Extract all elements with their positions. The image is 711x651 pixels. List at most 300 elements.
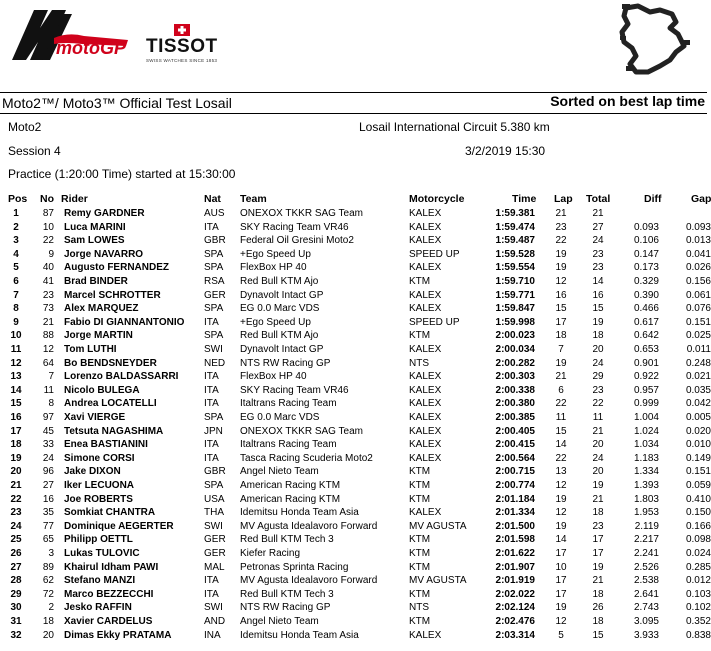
- cell-time: 2:00.774: [495, 480, 535, 491]
- cell-team: SKY Racing Team VR46: [240, 384, 349, 396]
- cell-diff: 3.095: [633, 616, 659, 627]
- cell-total: 21: [592, 493, 604, 505]
- cell-gap: 0.248: [685, 357, 711, 369]
- cell-lap: 19: [555, 520, 567, 532]
- cell-moto: KTM: [409, 276, 431, 287]
- cell-total: 18: [592, 588, 604, 600]
- cell-diff: 0.329: [633, 276, 659, 287]
- cell-time: 1:59.847: [495, 303, 535, 315]
- cell-team: Kiefer Racing: [240, 548, 301, 559]
- cell-time: 2:01.919: [495, 575, 535, 587]
- cell-gap: 0.098: [685, 534, 711, 546]
- cell-gap: 0.285: [685, 561, 711, 573]
- cell-team: FlexBox HP 40: [240, 262, 307, 274]
- cell-lap: 21: [555, 208, 567, 219]
- table-row: [0, 561, 711, 575]
- cell-lap: 13: [555, 466, 567, 478]
- cell-diff: 2.217: [633, 534, 659, 546]
- cell-time: 2:00.564: [495, 452, 535, 464]
- cell-no: 16: [42, 493, 54, 505]
- cell-moto: KALEX: [409, 398, 442, 410]
- cell-nat: JPN: [204, 425, 223, 437]
- cell-no: 27: [42, 480, 54, 491]
- cell-pos: 28: [10, 575, 22, 587]
- cell-moto: KALEX: [409, 507, 442, 519]
- cell-total: 24: [592, 357, 604, 369]
- cell-diff: 2.241: [633, 548, 659, 559]
- cell-nat: ITA: [204, 316, 219, 328]
- cell-pos: 7: [13, 289, 19, 301]
- cell-team: Dynavolt Intact GP: [240, 344, 324, 355]
- cell-gap: 0.035: [685, 384, 711, 396]
- cell-nat: MAL: [204, 561, 225, 573]
- cell-team: NTS RW Racing GP: [240, 357, 331, 369]
- cell-time: 2:03.314: [495, 629, 535, 641]
- cell-lap: 5: [558, 629, 564, 641]
- cell-rider: Jesko RAFFIN: [64, 602, 132, 614]
- cell-time: 1:59.487: [495, 235, 535, 247]
- cell-no: 18: [42, 616, 54, 627]
- cell-no: 11: [43, 384, 54, 396]
- cell-pos: 13: [10, 371, 22, 383]
- motogp-logo: [8, 6, 140, 70]
- cell-no: 64: [42, 357, 54, 369]
- cell-nat: ITA: [204, 398, 219, 410]
- cell-lap: 12: [555, 276, 567, 287]
- cell-time: 1:59.474: [495, 221, 535, 233]
- cell-lap: 19: [555, 262, 567, 274]
- cell-lap: 21: [555, 371, 567, 383]
- cell-moto: KTM: [409, 480, 431, 491]
- cell-rider: Sam LOWES: [64, 235, 125, 247]
- cell-gap: 0.026: [685, 262, 711, 274]
- cell-no: 2: [48, 602, 54, 614]
- cell-lap: 6: [558, 384, 564, 396]
- cell-pos: 22: [10, 493, 22, 505]
- cell-diff: 2.526: [633, 561, 659, 573]
- cell-gap: 0.041: [685, 248, 711, 260]
- cell-gap: 0.093: [685, 221, 711, 233]
- cell-total: 23: [592, 520, 604, 532]
- cell-diff: 0.106: [633, 235, 659, 247]
- cell-gap: 0.059: [685, 480, 711, 491]
- cell-time: 2:00.034: [495, 344, 535, 355]
- cell-no: 89: [42, 561, 54, 573]
- cell-time: 2:00.282: [495, 357, 535, 369]
- cell-lap: 15: [555, 303, 567, 315]
- cell-time: 2:01.334: [495, 507, 535, 519]
- cell-team: Dynavolt Intact GP: [240, 289, 324, 301]
- cell-nat: GBR: [204, 466, 226, 478]
- cell-lap: 12: [555, 480, 567, 491]
- cell-rider: Stefano MANZI: [64, 575, 136, 587]
- table-row: [0, 302, 711, 316]
- cell-moto: NTS: [409, 357, 429, 369]
- cell-diff: 0.147: [633, 248, 659, 260]
- cell-team: ONEXOX TKKR SAG Team: [240, 208, 364, 219]
- cell-nat: GER: [204, 534, 226, 546]
- cell-pos: 30: [10, 602, 22, 614]
- cell-moto: MV AGUSTA: [409, 520, 467, 532]
- cell-pos: 10: [10, 330, 22, 342]
- cell-moto: SPEED UP: [409, 248, 460, 260]
- table-row: [0, 343, 711, 357]
- cell-rider: Alex MARQUEZ: [64, 303, 139, 315]
- table-row: [0, 289, 711, 303]
- practice-info: Practice (1:20:00 Time) started at 15:30:00: [8, 167, 236, 181]
- cell-nat: GBR: [204, 235, 226, 247]
- table-row: [0, 234, 711, 248]
- tissot-logo: [140, 24, 226, 64]
- cell-time: 1:59.998: [495, 316, 535, 328]
- session-date: 3/2/2019 15:30: [465, 144, 546, 158]
- cell-nat: INA: [204, 629, 221, 641]
- cell-diff: 0.922: [633, 371, 659, 383]
- col-gap: Gap: [691, 193, 711, 205]
- table-row: [0, 615, 711, 629]
- cell-nat: SPA: [204, 248, 224, 260]
- cell-time: 1:59.771: [495, 289, 535, 301]
- cell-pos: 21: [10, 480, 22, 491]
- cell-pos: 23: [10, 507, 22, 519]
- cell-team: Idemitsu Honda Team Asia: [240, 629, 359, 641]
- cell-diff: 1.393: [633, 480, 659, 491]
- cell-time: 2:00.380: [495, 398, 535, 410]
- cell-nat: ITA: [204, 371, 219, 383]
- cell-team: FlexBox HP 40: [240, 371, 307, 383]
- cell-pos: 12: [10, 357, 22, 369]
- cell-nat: GER: [204, 548, 226, 559]
- cell-nat: AND: [204, 616, 226, 627]
- cell-pos: 26: [10, 548, 22, 559]
- cell-total: 18: [592, 330, 604, 342]
- cell-total: 22: [592, 398, 604, 410]
- cell-lap: 10: [555, 561, 567, 573]
- cell-diff: 0.390: [633, 289, 659, 301]
- cell-gap: 0.156: [685, 276, 711, 287]
- cell-nat: SPA: [204, 412, 224, 423]
- cell-moto: KTM: [409, 588, 431, 600]
- cell-time: 2:01.598: [495, 534, 535, 546]
- cell-team: Italtrans Racing Team: [240, 398, 337, 410]
- cell-moto: KTM: [409, 330, 431, 342]
- cell-moto: KTM: [409, 534, 431, 546]
- event-title: Moto2™/ Moto3™ Official Test Losail: [2, 95, 232, 111]
- cell-moto: KALEX: [409, 235, 442, 247]
- cell-team: Angel Nieto Team: [240, 466, 319, 478]
- cell-pos: 14: [10, 384, 22, 396]
- cell-lap: 17: [555, 316, 567, 328]
- motogp-logo-text: motoGP: [56, 38, 126, 58]
- col-lap: Lap: [554, 193, 573, 205]
- table-row: [0, 452, 711, 466]
- table-row: [0, 588, 711, 602]
- cell-lap: 17: [555, 588, 567, 600]
- cell-pos: 20: [10, 466, 22, 478]
- cell-lap: 15: [555, 425, 567, 437]
- cell-gap: 0.151: [685, 466, 711, 478]
- cell-diff: 2.119: [634, 520, 659, 532]
- cell-pos: 19: [10, 452, 22, 464]
- cell-no: 72: [42, 588, 54, 600]
- cell-gap: 0.076: [685, 303, 711, 315]
- table-row: [0, 275, 711, 289]
- col-motorcycle: Motorcycle: [409, 193, 465, 205]
- cell-nat: SPA: [204, 330, 224, 342]
- cell-total: 21: [592, 208, 604, 219]
- cell-total: 23: [592, 262, 604, 274]
- cell-moto: KALEX: [409, 208, 442, 219]
- cell-no: 7: [48, 371, 54, 383]
- cell-rider: Marcel SCHROTTER: [64, 289, 161, 301]
- cell-nat: THA: [204, 507, 224, 519]
- cell-lap: 23: [555, 221, 567, 233]
- cell-gap: 0.150: [685, 507, 711, 519]
- cell-nat: AUS: [204, 208, 225, 219]
- cell-lap: 11: [555, 412, 567, 423]
- cell-team: Idemitsu Honda Team Asia: [240, 507, 359, 519]
- cell-gap: 0.042: [685, 398, 711, 410]
- cell-total: 20: [592, 466, 604, 478]
- cell-total: 26: [592, 602, 604, 614]
- cell-total: 19: [592, 316, 604, 328]
- cell-total: 19: [592, 561, 604, 573]
- cell-total: 24: [592, 452, 604, 464]
- cell-diff: 2.641: [633, 588, 659, 600]
- cell-lap: 18: [555, 330, 567, 342]
- cell-diff: 3.933: [633, 629, 659, 641]
- cell-no: 73: [42, 303, 54, 315]
- cell-pos: 8: [13, 303, 19, 315]
- table-row: [0, 261, 711, 275]
- cell-total: 16: [592, 289, 604, 301]
- col-time: Time: [512, 193, 537, 205]
- cell-rider: Jake DIXON: [64, 466, 121, 478]
- table-row: [0, 465, 711, 479]
- cell-time: 2:01.907: [495, 561, 535, 573]
- cell-team: Red Bull KTM Tech 3: [240, 588, 334, 600]
- cell-nat: ITA: [204, 452, 219, 464]
- col-no: No: [40, 193, 54, 205]
- table-row: [0, 479, 711, 493]
- cell-time: 2:00.715: [495, 466, 535, 478]
- cell-diff: 1.803: [633, 493, 659, 505]
- cell-rider: Luca MARINI: [64, 221, 126, 233]
- cell-gap: 0.838: [685, 629, 711, 641]
- cell-moto: KTM: [409, 616, 431, 627]
- cell-diff: 1.034: [633, 439, 659, 451]
- cell-lap: 12: [555, 616, 567, 627]
- table-row: [0, 425, 711, 439]
- cell-rider: Xavi VIERGE: [64, 412, 126, 423]
- cell-pos: 15: [10, 398, 22, 410]
- cell-lap: 16: [555, 289, 567, 301]
- cell-nat: ITA: [204, 221, 219, 233]
- cell-rider: Xavier CARDELUS: [64, 616, 153, 627]
- cell-pos: 6: [13, 276, 19, 287]
- cell-lap: 17: [555, 575, 567, 587]
- table-row: [0, 493, 711, 507]
- table-row: [0, 221, 711, 235]
- cell-gap: 0.103: [685, 588, 711, 600]
- cell-diff: 1.183: [633, 452, 659, 464]
- cell-gap: 0.352: [685, 616, 711, 627]
- cell-total: 29: [592, 371, 604, 383]
- cell-gap: 0.102: [685, 602, 711, 614]
- cell-gap: 0.166: [685, 520, 711, 532]
- cell-total: 15: [592, 303, 604, 315]
- cell-moto: KTM: [409, 493, 431, 505]
- cell-no: 41: [42, 276, 54, 287]
- cell-gap: 0.149: [685, 452, 711, 464]
- cell-moto: KALEX: [409, 262, 442, 274]
- cell-moto: KTM: [409, 561, 431, 573]
- cell-total: 18: [592, 507, 604, 519]
- tissot-cross-icon: [174, 24, 190, 36]
- cell-team: American Racing KTM: [240, 493, 341, 505]
- col-total: Total: [586, 193, 611, 205]
- cell-diff: 2.538: [633, 575, 659, 587]
- cell-gap: 0.025: [685, 330, 711, 342]
- class-label: Moto2: [8, 120, 42, 134]
- cell-nat: SPA: [204, 262, 224, 274]
- cell-team: Federal Oil Gresini Moto2: [240, 235, 354, 247]
- cell-time: 2:01.622: [495, 548, 535, 559]
- cell-nat: ITA: [204, 384, 219, 396]
- session-label: Session 4: [8, 144, 61, 158]
- col-team: Team: [240, 193, 267, 205]
- cell-gap: 0.012: [685, 575, 711, 587]
- cell-team: +Ego Speed Up: [240, 248, 311, 260]
- cell-rider: Remy GARDNER: [64, 208, 145, 219]
- cell-pos: 25: [10, 534, 22, 546]
- cell-total: 17: [592, 548, 604, 559]
- cell-moto: KALEX: [409, 384, 442, 396]
- cell-lap: 22: [555, 235, 567, 247]
- cell-pos: 24: [10, 520, 22, 532]
- cell-team: SKY Racing Team VR46: [240, 221, 349, 233]
- cell-nat: SWI: [204, 520, 223, 532]
- cell-lap: 19: [555, 248, 567, 260]
- cell-gap: 0.024: [685, 548, 711, 559]
- cell-team: Italtrans Racing Team: [240, 439, 337, 451]
- cell-no: 20: [42, 629, 54, 641]
- cell-rider: Lukas TULOVIC: [64, 548, 140, 559]
- cell-diff: 0.653: [633, 344, 659, 355]
- cell-nat: GER: [204, 289, 226, 301]
- cell-total: 23: [592, 248, 604, 260]
- cell-diff: 0.999: [633, 398, 659, 410]
- cell-no: 62: [42, 575, 54, 587]
- cell-gap: 0.151: [685, 316, 711, 328]
- cell-team: Petronas Sprinta Racing: [240, 561, 349, 573]
- cell-no: 88: [42, 330, 54, 342]
- cell-nat: SWI: [204, 602, 223, 614]
- cell-no: 21: [42, 316, 54, 328]
- cell-lap: 22: [555, 452, 567, 464]
- cell-moto: NTS: [409, 602, 429, 614]
- cell-diff: 0.957: [633, 384, 659, 396]
- cell-time: 2:00.303: [495, 371, 535, 383]
- cell-gap: 0.013: [685, 235, 711, 247]
- cell-rider: Nicolo BULEGA: [64, 384, 140, 396]
- cell-pos: 31: [10, 616, 22, 627]
- cell-diff: 1.024: [633, 425, 659, 437]
- cell-no: 22: [42, 235, 54, 247]
- cell-moto: KALEX: [409, 412, 442, 423]
- cell-no: 45: [42, 425, 54, 437]
- cell-diff: 1.334: [633, 466, 659, 478]
- cell-no: 65: [42, 534, 54, 546]
- cell-time: 1:59.710: [495, 276, 535, 287]
- cell-time: 1:59.554: [495, 262, 535, 274]
- cell-rider: Somkiat CHANTRA: [64, 507, 156, 519]
- cell-team: EG 0.0 Marc VDS: [240, 412, 320, 423]
- cell-total: 23: [592, 384, 604, 396]
- cell-pos: 11: [10, 344, 22, 355]
- cell-pos: 1: [13, 208, 19, 219]
- cell-rider: Tetsuta NAGASHIMA: [64, 425, 164, 437]
- cell-total: 15: [592, 629, 604, 641]
- cell-diff: 1.953: [633, 507, 659, 519]
- cell-time: 2:00.338: [495, 384, 535, 396]
- cell-no: 77: [42, 520, 54, 532]
- cell-rider: Jorge MARTIN: [64, 330, 133, 342]
- cell-pos: 3: [13, 235, 19, 247]
- cell-no: 24: [42, 452, 54, 464]
- tissot-wordmark: TISSOT: [146, 36, 218, 57]
- cell-no: 96: [42, 466, 54, 478]
- cell-gap: 0.005: [685, 412, 711, 423]
- cell-no: 33: [42, 439, 54, 451]
- table-row: [0, 520, 711, 534]
- cell-total: 21: [592, 425, 604, 437]
- table-row: [0, 547, 711, 561]
- col-nat: Nat: [204, 193, 221, 205]
- cell-nat: ITA: [204, 439, 219, 451]
- table-row: [0, 629, 711, 643]
- cell-time: 2:02.022: [495, 588, 535, 600]
- cell-diff: 0.642: [633, 330, 659, 342]
- cell-moto: KALEX: [409, 629, 442, 641]
- cell-lap: 12: [555, 507, 567, 519]
- cell-total: 21: [592, 575, 604, 587]
- table-row: [0, 329, 711, 343]
- cell-total: 11: [592, 412, 604, 423]
- cell-time: 1:59.381: [495, 208, 535, 219]
- cell-moto: KTM: [409, 548, 431, 559]
- cell-gap: 0.021: [685, 371, 711, 383]
- cell-diff: 0.901: [633, 357, 659, 369]
- cell-pos: 2: [13, 221, 19, 233]
- cell-no: 23: [42, 289, 54, 301]
- cell-team: Red Bull KTM Ajo: [240, 330, 319, 342]
- cell-diff: 0.617: [633, 316, 659, 328]
- cell-no: 97: [42, 412, 54, 423]
- table-row: [0, 601, 711, 615]
- cell-pos: 5: [13, 262, 19, 274]
- cell-nat: SWI: [204, 344, 223, 355]
- cell-rider: Bo BENDSNEYDER: [64, 357, 157, 369]
- col-rider: Rider: [61, 193, 88, 205]
- cell-rider: Lorenzo BALDASSARRI: [64, 371, 179, 383]
- cell-rider: Khairul Idham PAWI: [64, 561, 159, 573]
- cell-team: Tasca Racing Scuderia Moto2: [240, 452, 373, 464]
- cell-lap: 19: [555, 602, 567, 614]
- cell-no: 10: [42, 221, 54, 233]
- cell-rider: Marco BEZZECCHI: [64, 588, 154, 600]
- cell-rider: Enea BASTIANINI: [64, 439, 148, 451]
